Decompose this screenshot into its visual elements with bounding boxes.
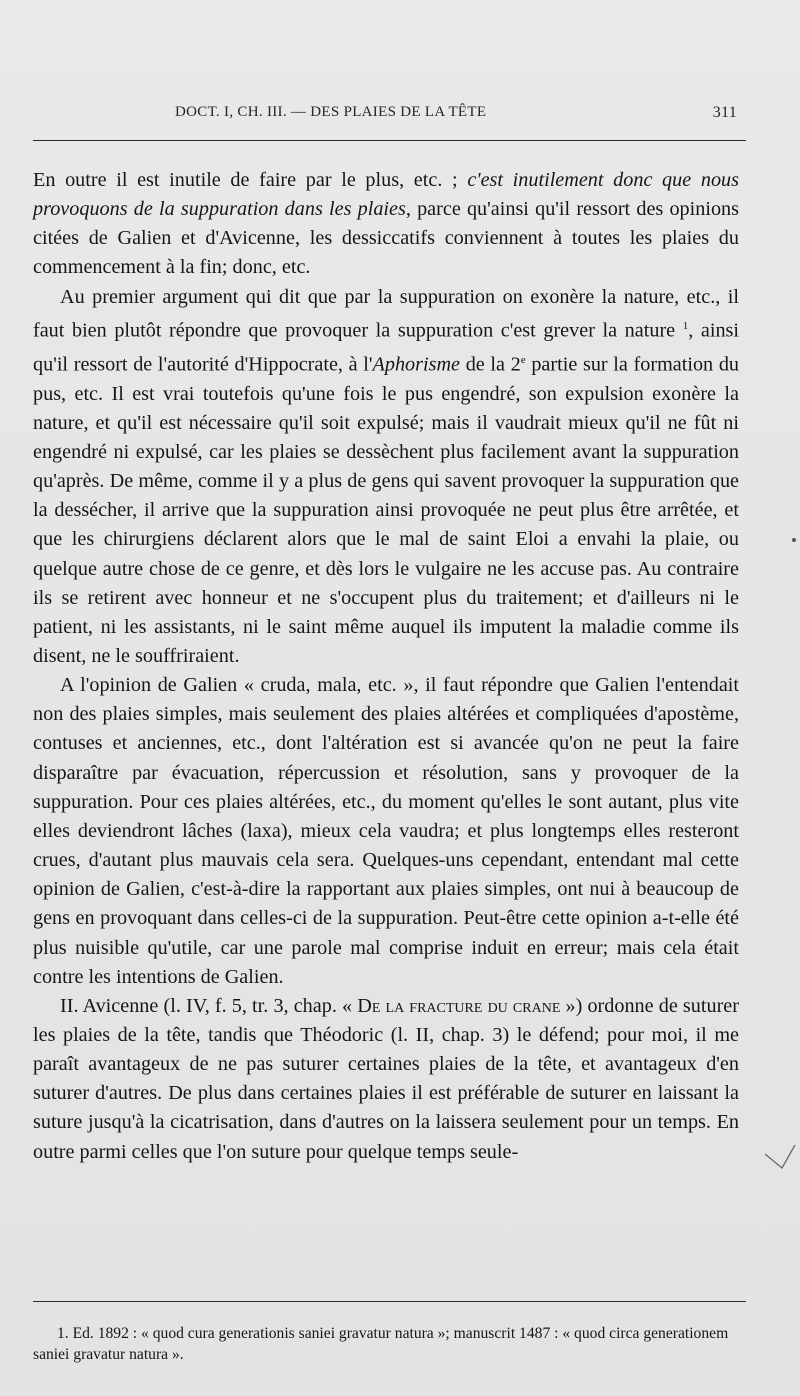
paragraph-4 bbox=[33, 992, 739, 1167]
footnote-ref: 1 bbox=[682, 319, 689, 332]
paragraph-2-text-d: partie sur la formation du pus, etc. Il est vrai toutefois qu'une fois le pus engendré, son expulsion exonère la nature, et qu'il est nécessaire qu'il soit expulsé; mais il vaudrait mieux qu'il ne fût ni engendré ni expulsé, car les plaies se dessèchent plus facilement avant la suppuration qu'après. De même, comme il y a plus de gens qui savent provoquer la suppuration que la dessécher, il arrive que la suppuration ainsi provoquée ne peut plus être arrêtée, et que les chirurgiens déclarent alors que le mal de saint Eloi a envahi la plaie, ou quelque autre chose de ce genre, et dès lors le vulgaire ne les accuse pas. Au contraire ils se retirent avec honneur et ne s'occupent plus du traitement; et d'ailleurs ni le patient, ni les assistants, ni le saint même auquel ils imputent la maladie comme ils disent, ne le souffriraient. bbox=[33, 353, 740, 667]
paragraph-1-italic: c'est inutilement donc que nous provoquons de la suppuration dans les plaies bbox=[33, 169, 740, 221]
paragraph-1-text-b: , parce qu'ainsi qu'il ressort des opinions citées de Galien et d'Avicenne, les dessiccatifs conviennent à toutes les plaies du commencement à la fin; donc, etc. bbox=[33, 198, 739, 279]
margin-dot bbox=[792, 538, 796, 542]
paragraph-2-italic: Aphorisme bbox=[372, 353, 461, 376]
footnote bbox=[33, 1323, 740, 1365]
header-rule bbox=[33, 140, 746, 141]
paragraph-4-text-b: ») ordonne de suturer les plaies de la tête, tandis que Théodoric (l. II, chap. 3) le défend; pour moi, il me paraît avantageux de ne pas suturer certaines plaies de la tête, et avantageux d'en suturer d'autres. De plus dans certaines plaies il est préférable de suturer en laissant la suture jusqu'à la cicatrisation, dans d'autres on la laissera seulement pour un temps. En outre parmi celles que l'on suture pour quelque temps seule- bbox=[33, 994, 739, 1163]
paragraph-2-text-a: Au premier argument qui dit que par la suppuration on exonère la nature, etc., il faut bien plutôt répondre que provoquer la suppuration c'est grever la nature bbox=[33, 285, 739, 342]
paragraph-2-text-c: de la 2 bbox=[460, 353, 521, 376]
margin-check-mark-icon bbox=[764, 1142, 796, 1172]
paragraph-2 bbox=[33, 283, 739, 672]
paragraph-2-text-b: , ainsi qu'il ressort de l'autorité d'Hippocrate, à l' bbox=[33, 319, 740, 376]
ordinal-suffix: e bbox=[520, 353, 526, 366]
main-text bbox=[33, 166, 739, 1167]
running-header bbox=[33, 104, 745, 134]
paragraph-1-text-a: En outre il est inutile de faire par le plus, etc. ; bbox=[33, 169, 468, 191]
paragraph-3: A l'opinion de Galien « cruda, mala, etc. », il faut répondre que Galien l'entendait non des plaies simples, mais seulement des plaies altérées et compliquées d'apostème, contuses et anciennes, etc., dont l'altération est si avancée qu'on ne peut la faire disparaître par évacuation, répercussion et résolution, sans y provoquer de la suppuration. Pour ces plaies altérées, etc., du moment qu'elles le sont autant, plus vite elles deviendront lâches (laxa), mieux cela vaudra; et plus longtemps elles resteront crues, d'autant plus mauvais cela sera. Quelques-uns cependant, entendant mal cette opinion de Galien, c'est-à-dire la rapportant aux plaies simples, ont nui à beaucoup de gens en provoquant dans celles-ci de la suppuration. Peut-être cette opinion a-t-elle été plus nuisible qu'utile, car une parole mal comprise induit en erreur; mais cela était contre les intentions de Galien. bbox=[33, 674, 739, 988]
paragraph-4-text-a: II. Avicenne (l. IV, f. 5, tr. 3, chap. « bbox=[60, 994, 358, 1017]
running-title: DOCT. I, CH. III. — DES PLAIES DE LA TÊTE bbox=[175, 104, 487, 120]
page-number: 311 bbox=[712, 104, 737, 121]
chapter-title-smallcaps: De la fracture du crane bbox=[357, 994, 561, 1017]
paragraph-1 bbox=[33, 166, 739, 283]
footnote-rule bbox=[33, 1301, 746, 1302]
footnote-text: 1. Ed. 1892 : « quod cura generationis saniei gravatur natura »; manuscrit 1487 : « quod circa generationem saniei gravatur natura ». bbox=[33, 1325, 729, 1363]
